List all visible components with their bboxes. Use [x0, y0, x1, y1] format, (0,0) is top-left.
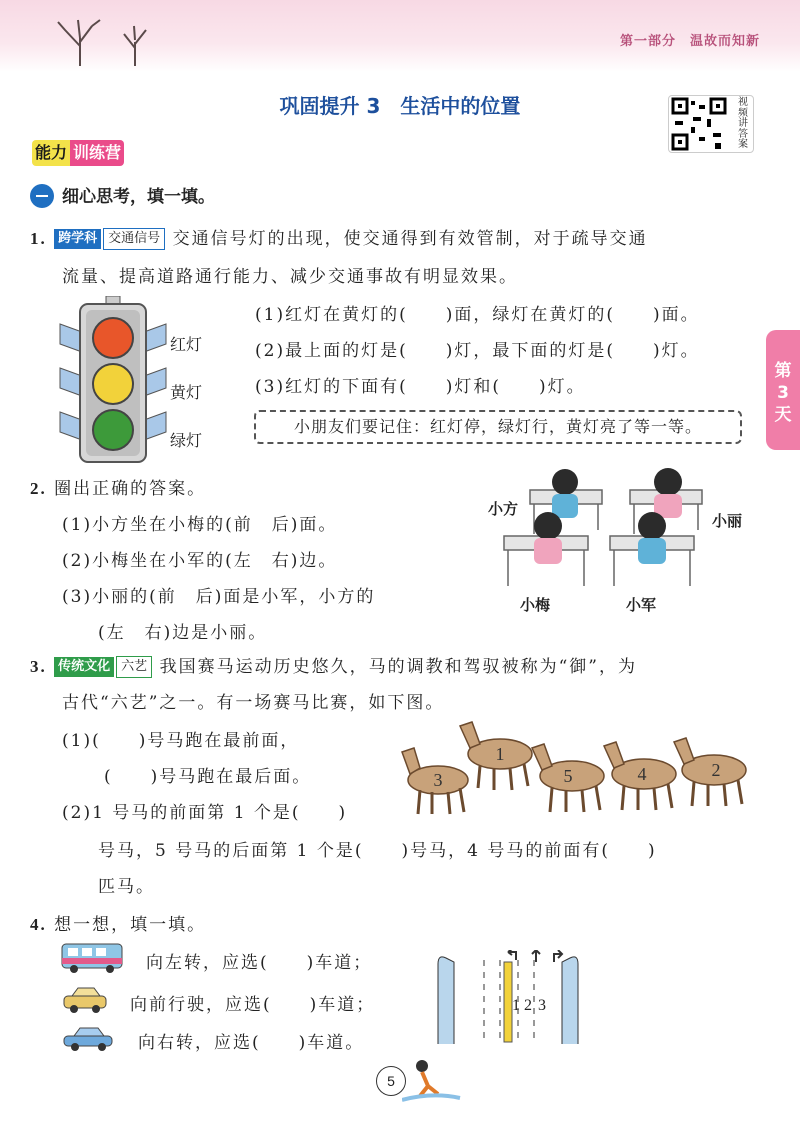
q4-number: 4. [30, 915, 47, 934]
q2-sub2: (2)小梅坐在小军的(左 右)边。 [62, 551, 338, 571]
side-tab-char2: 3 [777, 383, 789, 403]
q3-text1: 我国赛马运动历史悠久，马的调教和驾驭被称为“御”，为 [159, 657, 637, 677]
horse-number: 5 [563, 766, 573, 786]
classroom-desks-illustration [500, 466, 720, 596]
road-lanes-diagram [436, 950, 580, 1046]
green-light [93, 410, 133, 450]
q1-tag-topic: 交通信号 [103, 228, 165, 250]
q4-line3: 向右转，应选( )车道。 [138, 1033, 365, 1053]
horse-2 [674, 738, 746, 806]
q2-line [30, 474, 206, 499]
bus-icon [60, 942, 126, 974]
tree-decoration-icon [50, 8, 170, 68]
ability-badge [32, 140, 124, 166]
horse-race-illustration [400, 718, 760, 818]
q1-number: 1. [30, 229, 47, 248]
page-title: 巩固提升 3 生活中的位置 [279, 94, 521, 118]
q4-text: 想一想，填一填。 [54, 915, 207, 935]
q4-line2: 向前行驶，应选( )车道； [130, 995, 376, 1015]
q2-sub4: (左 右)边是小丽。 [98, 623, 268, 643]
day-side-tab [766, 330, 800, 450]
q1-reminder-note: 小朋友们要记住：红灯停，绿灯行，黄灯亮了等一等。 [254, 410, 742, 444]
red-light [93, 318, 133, 358]
q3-tag-topic: 六艺 [116, 656, 152, 678]
name-xiaomei: 小梅 [520, 596, 551, 614]
q3-sub2b: 号马，5 号马的后面第 1 个是( )号马，4 号马的前面有( ) [98, 841, 657, 861]
q3-sub2c: 匹马。 [98, 877, 155, 897]
lane-number: 1 [512, 997, 520, 1014]
horse-number: 4 [637, 764, 647, 784]
q4-line [30, 910, 206, 935]
q1-text2: 流量、提高道路通行能力、减少交通事故有明显效果。 [62, 267, 518, 287]
qr-label: 视频讲答案 [738, 97, 748, 150]
qr-code-icon [671, 97, 727, 151]
badge-part2: 训练营 [70, 140, 124, 166]
lane-number: 2 [524, 997, 532, 1014]
taxi-car-icon [62, 986, 110, 1014]
blue-car-icon [62, 1026, 116, 1052]
q1-text1: 交通信号灯的出现，使交通得到有效管制，对于疏导交通 [172, 229, 648, 249]
q3-sub1: (1)( )号马跑在最前面， [62, 731, 300, 751]
q1-sub2: (2)最上面的灯是( )灯，最下面的灯是( )灯。 [255, 341, 700, 361]
name-xiaofang: 小方 [488, 500, 519, 518]
page-number: 5 [376, 1066, 406, 1096]
q1-sub3: (3)红灯的下面有( )灯和( )灯。 [255, 377, 586, 397]
q3-tag-culture: 传统文化 [54, 657, 114, 677]
q3-line1 [30, 652, 637, 678]
q3-text2: 古代“六艺”之一。有一场赛马比赛，如下图。 [62, 693, 445, 713]
traffic-light-icon [58, 296, 168, 466]
q2-number: 2. [30, 479, 47, 498]
lane-number: 3 [538, 997, 546, 1014]
horse-number: 3 [433, 770, 443, 790]
horse-number: 2 [711, 760, 721, 780]
section-marker-icon [30, 184, 54, 208]
q1-tag-subject: 跨学科 [54, 229, 101, 249]
horse-number: 1 [495, 744, 505, 764]
label-red-light: 红灯 [170, 335, 203, 354]
q3-number: 3. [30, 657, 47, 676]
skier-decoration-icon [402, 1056, 462, 1102]
qr-code[interactable] [668, 95, 754, 153]
label-yellow-light: 黄灯 [170, 383, 203, 402]
q2-sub1: (1)小方坐在小梅的(前 后)面。 [62, 515, 338, 535]
q2-text: 圈出正确的答案。 [54, 479, 207, 499]
name-xiaoli: 小丽 [712, 512, 743, 530]
q1-sub1: (1)红灯在黄灯的( )面，绿灯在黄灯的( )面。 [255, 305, 700, 325]
header-part-label: 第一部分 温故而知新 [619, 34, 760, 49]
q4-line1: 向左转，应选( )车道； [146, 953, 373, 973]
q3-sub2: (2)1 号马的前面第 1 个是( ) [62, 803, 348, 823]
q3-sub1b: ( )号马跑在最后面。 [104, 767, 312, 787]
label-green-light: 绿灯 [170, 431, 203, 450]
name-xiaojun: 小军 [626, 596, 657, 614]
side-tab-char3: 天 [774, 405, 792, 425]
side-tab-char1: 第 [774, 361, 792, 381]
section-title: 细心思考，填一填。 [62, 187, 215, 207]
yellow-light [93, 364, 133, 404]
q2-sub3: (3)小丽的(前 后)面是小军，小方的 [62, 587, 376, 607]
badge-part1: 能力 [32, 140, 70, 166]
q1-line1 [30, 224, 648, 250]
